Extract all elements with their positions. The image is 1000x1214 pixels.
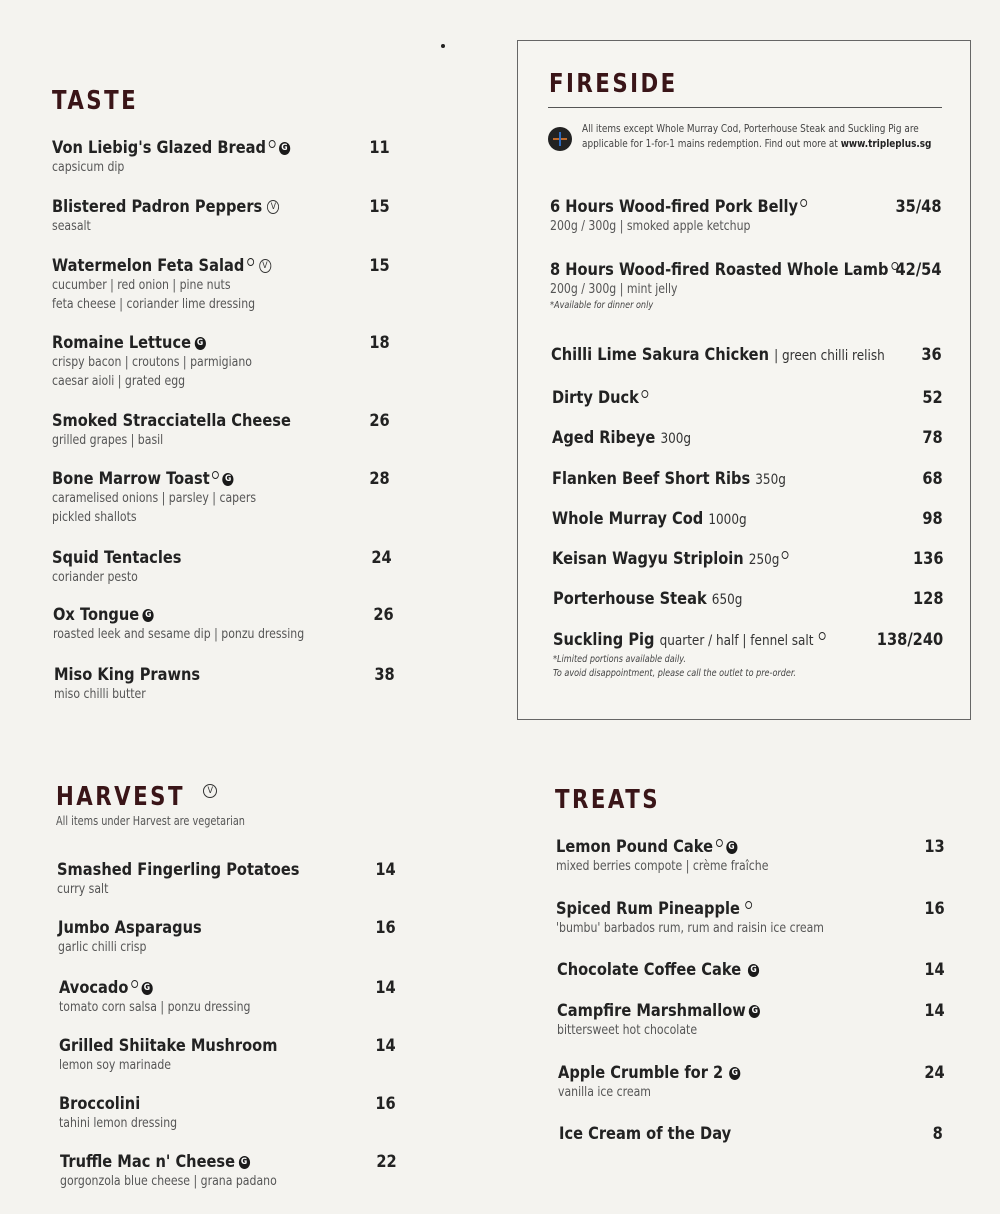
- item-price: 16: [375, 918, 396, 938]
- item-price: 8: [932, 1124, 943, 1144]
- item-name: Truffle Mac n' Cheese: [60, 1152, 236, 1172]
- fireside-item: [552, 388, 943, 408]
- item-description: gorgonzola blue cheese | grana padano: [60, 1173, 277, 1189]
- taste-item: [52, 469, 390, 527]
- signature-ring-icon: [801, 199, 808, 207]
- item-price: 128: [912, 589, 943, 609]
- signature-ring-icon: [131, 980, 138, 988]
- signature-ring-icon: [212, 471, 219, 479]
- item-price: 15: [369, 197, 390, 217]
- item-price: 26: [369, 411, 390, 431]
- fireside-item: [553, 630, 943, 681]
- gluten-g-icon: G: [279, 142, 290, 155]
- item-description: tomato corn salsa | ponzu dressing: [59, 999, 251, 1015]
- item-size: 250g: [748, 552, 780, 568]
- fireside-intro: [548, 121, 948, 151]
- treats-item: [556, 837, 945, 876]
- item-name: Chilli Lime Sakura Chicken: [551, 345, 770, 365]
- item-size: 1000g: [708, 512, 747, 528]
- harvest-item: [59, 978, 396, 1017]
- item-name: Smashed Fingerling Potatoes: [57, 860, 300, 880]
- signature-ring-icon: [819, 632, 826, 640]
- taste-item: [52, 256, 390, 314]
- fireside-item: [552, 509, 943, 529]
- item-name: Spiced Rum Pineapple: [556, 899, 740, 919]
- item-price: 14: [924, 1001, 945, 1021]
- item-name: Lemon Pound Cake: [556, 837, 713, 857]
- item-description: 'bumbu' barbados rum, rum and raisin ice cream: [556, 920, 824, 936]
- treats-item: [558, 1063, 945, 1102]
- item-name: Chocolate Coffee Cake: [557, 960, 742, 980]
- item-price: 42/54: [895, 260, 942, 280]
- item-name: Aged Ribeye: [552, 428, 656, 448]
- item-description: mixed berries compote | crème fraîche: [556, 858, 769, 874]
- item-description: coriander pesto: [52, 569, 138, 585]
- section-divider: [548, 107, 942, 108]
- fireside-item: [550, 197, 942, 236]
- harvest-item: [60, 1152, 397, 1191]
- section-title: TREATS: [555, 785, 661, 815]
- item-note: *Available for dinner only: [550, 300, 654, 311]
- item-name: Watermelon Feta Salad: [52, 256, 245, 276]
- signature-ring-icon: [269, 140, 276, 148]
- item-description: seasalt: [52, 218, 91, 234]
- gluten-g-icon: G: [749, 1005, 760, 1018]
- item-description: caramelised onions | parsley | capers: [52, 490, 257, 506]
- item-name: 8 Hours Wood-fired Roasted Whole Lamb: [550, 260, 889, 280]
- fireside-panel: [517, 40, 971, 720]
- gluten-g-icon: G: [141, 982, 152, 995]
- item-price: 18: [369, 333, 390, 353]
- taste-item: [52, 411, 390, 450]
- gluten-g-icon: G: [238, 1156, 249, 1169]
- intro-text: applicable for 1-for-1 mains redemption. Find out more at: [582, 137, 838, 150]
- item-price: 28: [369, 469, 390, 489]
- item-price: 14: [924, 960, 945, 980]
- fireside-item: [552, 549, 943, 569]
- item-price: 26: [373, 605, 394, 625]
- treats-item: [557, 1001, 945, 1040]
- vegetarian-v-icon: V: [259, 259, 271, 273]
- treats-item: [559, 1124, 943, 1144]
- item-price: 136: [912, 549, 943, 569]
- item-description: garlic chilli crisp: [58, 939, 147, 955]
- item-name: Smoked Stracciatella Cheese: [52, 411, 291, 431]
- fireside-item: [552, 428, 943, 448]
- item-description: pickled shallots: [52, 509, 137, 525]
- section-title: HARVEST: [56, 782, 185, 812]
- item-price: 38: [374, 665, 395, 685]
- item-name: 6 Hours Wood-fired Pork Belly: [550, 197, 799, 217]
- item-price: 15: [369, 256, 390, 276]
- item-name: Bone Marrow Toast: [52, 469, 210, 489]
- item-description: feta cheese | coriander lime dressing: [52, 296, 256, 312]
- item-name: Squid Tentacles: [52, 548, 182, 568]
- item-size: 350g: [755, 472, 786, 488]
- item-price: 22: [376, 1152, 397, 1172]
- item-description: | green chilli relish: [774, 348, 885, 364]
- item-price: 98: [922, 509, 943, 529]
- item-name: Flanken Beef Short Ribs: [552, 469, 751, 489]
- treats-section: [555, 785, 855, 815]
- item-size: 300g: [660, 431, 692, 447]
- signature-ring-icon: [782, 551, 789, 559]
- harvest-item: [59, 1094, 396, 1133]
- item-price: 24: [371, 548, 392, 568]
- item-name: Apple Crumble for 2: [558, 1063, 724, 1083]
- section-title: TASTE: [52, 86, 139, 116]
- gluten-g-icon: G: [726, 841, 737, 854]
- item-price: 36: [921, 345, 942, 365]
- item-description: curry salt: [57, 881, 109, 897]
- item-name: Whole Murray Cod: [552, 509, 704, 529]
- taste-item: [52, 138, 390, 177]
- item-description: 200g / 300g | mint jelly: [550, 281, 678, 297]
- section-note: All items under Harvest are vegetarian: [56, 814, 245, 828]
- taste-section: [52, 86, 392, 116]
- signature-ring-icon: [247, 258, 254, 266]
- item-size: 650g: [711, 592, 743, 608]
- item-price: 24: [924, 1063, 945, 1083]
- fireside-item: [551, 345, 942, 365]
- section-title: FIRESIDE: [549, 69, 678, 99]
- fireside-item: [553, 589, 943, 609]
- tripleplus-link[interactable]: www.tripleplus.sg: [840, 137, 932, 150]
- item-description: capsicum dip: [52, 159, 125, 175]
- item-price: 35/48: [895, 197, 942, 217]
- item-name: Keisan Wagyu Striploin: [552, 549, 744, 569]
- item-name: Grilled Shiitake Mushroom: [59, 1036, 278, 1056]
- item-description: caesar aioli | grated egg: [52, 373, 186, 389]
- item-price: 16: [924, 899, 945, 919]
- item-name: Ox Tongue: [53, 605, 140, 625]
- item-description: roasted leek and sesame dip | ponzu dressing: [53, 626, 305, 642]
- item-description: tahini lemon dressing: [59, 1115, 178, 1131]
- item-name: Broccolini: [59, 1094, 141, 1114]
- taste-item: [52, 197, 390, 236]
- item-name: Von Liebig's Glazed Bread: [52, 138, 266, 158]
- harvest-item: [57, 860, 396, 899]
- item-price: 16: [375, 1094, 396, 1114]
- item-name: Porterhouse Steak: [553, 589, 707, 609]
- gluten-g-icon: G: [729, 1067, 740, 1080]
- item-size: quarter / half | fennel salt: [659, 633, 814, 649]
- item-description: lemon soy marinade: [59, 1057, 171, 1073]
- signature-ring-icon: [745, 901, 752, 909]
- taste-item: [54, 665, 395, 704]
- intro-text: All items except Whole Murray Cod, Porterhouse Steak and Suckling Pig are: [582, 122, 919, 135]
- item-price: 14: [375, 978, 396, 998]
- item-description: grilled grapes | basil: [52, 432, 164, 448]
- item-name: Avocado: [59, 978, 129, 998]
- item-price: 14: [375, 1036, 396, 1056]
- item-description: bittersweet hot chocolate: [557, 1022, 698, 1038]
- item-name: Ice Cream of the Day: [559, 1124, 732, 1144]
- fireside-item: [550, 260, 942, 313]
- ink-speck: [441, 44, 445, 48]
- item-name: Blistered Padron Peppers: [52, 197, 263, 217]
- taste-item: [52, 548, 392, 587]
- item-description: 200g / 300g | smoked apple ketchup: [550, 218, 751, 234]
- gluten-g-icon: G: [223, 473, 234, 486]
- item-price: 14: [375, 860, 396, 880]
- item-note: To avoid disappointment, please call the outlet to pre-order.: [553, 668, 796, 679]
- taste-item: [53, 605, 394, 644]
- item-price: 52: [922, 388, 943, 408]
- signature-ring-icon: [641, 390, 648, 398]
- item-description: crispy bacon | croutons | parmigiano: [52, 354, 252, 370]
- gluten-g-icon: G: [194, 337, 205, 350]
- treats-item: [557, 960, 945, 980]
- item-name: Jumbo Asparagus: [58, 918, 202, 938]
- gluten-g-icon: G: [748, 964, 759, 977]
- harvest-section: [56, 782, 356, 828]
- item-name: Campfire Marshmallow: [557, 1001, 746, 1021]
- item-note: *Limited portions available daily.: [553, 654, 686, 665]
- vegetarian-v-icon: V: [267, 200, 279, 214]
- item-price: 138/240: [876, 630, 943, 650]
- item-price: 11: [369, 138, 390, 158]
- harvest-item: [59, 1036, 396, 1075]
- item-price: 13: [924, 837, 945, 857]
- item-name: Suckling Pig: [553, 630, 655, 650]
- item-price: 78: [922, 428, 943, 448]
- item-name: Dirty Duck: [552, 388, 639, 408]
- item-name: Romaine Lettuce: [52, 333, 192, 353]
- item-description: miso chilli butter: [54, 686, 146, 702]
- item-name: Miso King Prawns: [54, 665, 201, 685]
- gluten-g-icon: G: [143, 609, 154, 622]
- fireside-item: [552, 469, 943, 489]
- item-description: vanilla ice cream: [558, 1084, 651, 1100]
- signature-ring-icon: [716, 839, 723, 847]
- treats-item: [556, 899, 945, 938]
- item-description: cucumber | red onion | pine nuts: [52, 277, 231, 293]
- vegetarian-v-icon: V: [203, 784, 217, 798]
- taste-item: [52, 333, 390, 391]
- harvest-item: [58, 918, 396, 957]
- item-price: 68: [922, 469, 943, 489]
- tripleplus-logo-icon: [548, 127, 572, 151]
